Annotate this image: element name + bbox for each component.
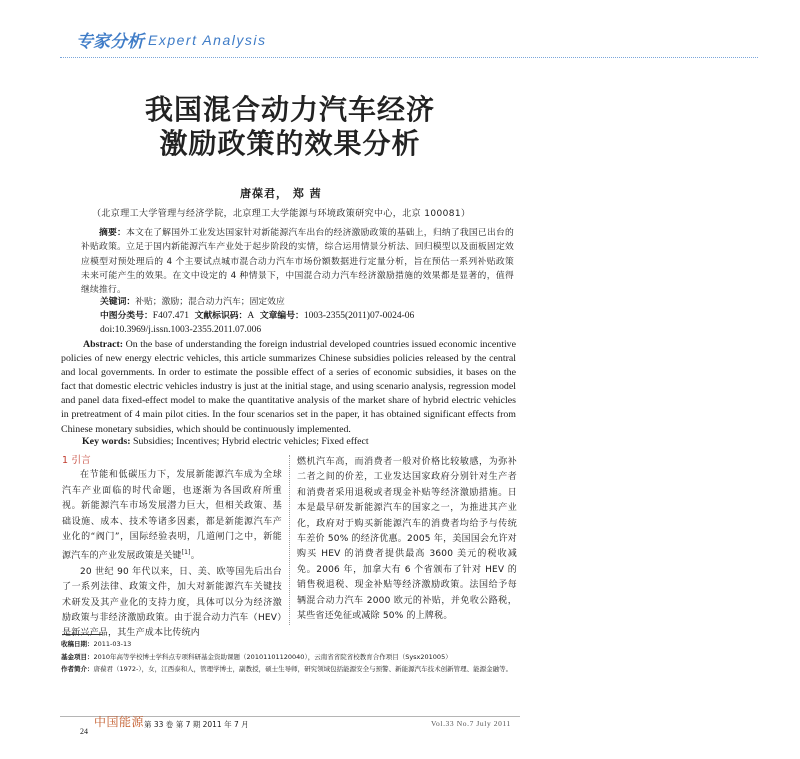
footnote-fund-label: 基金项目： [61,652,94,661]
keywords-cn [100,295,285,309]
article-title-line-2: 激励政策的效果分析 [159,127,421,160]
section-header [76,27,756,51]
footnote-received-label: 收稿日期： [61,640,94,648]
header-divider [60,57,758,58]
body-paragraph: 燃机汽车高，而消费者一般对价格比较敏感，为弥补二者之间的价差，工业发达国家政府分别针对生产者和消费者采用退税或者现金补贴等经济激励措施。日本是最早研发新能源汽车的国家之一，为推进其产业化，政府对于购买新能源汽车的消费者均给予与传统车差价 50% 的经济优惠。2005 年，美国国会允许对购买 HEV 的消费者提供最高 3600 美元的税收减免。2006 年，加拿大有 6 个省颁布了针对 HEV 的销售税退税、现金补贴等经济激励政策。法国给予每辆混合动力汽车 2000 欧元的补贴，并免收公路税，某些省还免征或减除 50% 的上牌税。 [297,457,517,622]
journal-volume-en: Vol.33 No.7 July 2011 [431,719,511,728]
article-number-value: 1003-2355(2011)07-0024-06 [303,311,415,321]
abstract-cn-label: 摘要： [99,228,127,238]
footnotes [61,638,516,676]
abstract-en [61,338,516,437]
abstract-en-text: On the base of understanding the foreign industrial developed countries issued economic incentive policies of new energy electric vehicles, this article summarizes Chinese subsidies policies released by the central and local governments. In order to estimate the possible effect of a series of economic subsidies, it bases on the fact that domestic electric vehicles industry is just at the initial stage, and using scenario analysis, regression model and panel data fixed-effect model to make the quantitative analysis of the market share of hybrid electric vehicles in pretreatment of 4 main pilot cities. In the four scenarios set in the paper, it has obtained significant effects from Chinese monetary subsidies, which should be continuously implemented. [61,339,517,435]
footnote-author-value: 唐葆君（1972-），女，江西泰和人，管理学博士，副教授，硕士生导师，研究领域包括能源安全与预警、新能源汽车技术创新管理、能源金融等。 [93,665,513,673]
keywords-en-label: Key words: [82,436,131,447]
abstract-cn-text: 本文在了解国外工业发达国家针对新能源汽车出台的经济激励政策的基础上，归纳了我国已出台的补贴政策。立足于国内新能源汽车产业处于起步阶段的实情，综合运用情景分析法、回归模型以及面板固定效应模型对预处理后的 4 个主要试点城市混合动力汽车市场份额数据进行定量分析，旨在预估一系列补贴政策未来可能产生的效果。在文中设定的 4 种情景下，中国混合动力汽车经济激励措施的效果都是显著的，值得继续推行。 [81,228,514,296]
footnote-author [61,663,516,676]
section-title-cn: 专家分析 [76,32,144,52]
body-column-right [297,455,517,624]
footnote-author-label: 作者简介： [61,665,94,673]
keywords-en [82,436,369,447]
footnote-divider [62,634,102,635]
body-paragraph-text: 在节能和低碳压力下，发展新能源汽车成为全球汽车产业面临的时代命题，也逐渐为各国政府所重视。新能源汽车市场发展潜力巨大，但相关政策、基础设施、成本、技术等诸多因素，都是新能源汽车产业化的“阀门”，国际经验表明，几道闸门之中，新能源汽车的产业发展政策是关键 [62,470,282,562]
body-paragraph: 20 世纪 90 年代以来，日、美、欧等国先后出台了一系列法律、政策文件，加大对新能源汽车关键技术研发及其产业化的支持力度，具体可以分为经济激励政策与非经济激励政策。由于混合动力汽车（HEV）是新兴产品，其生产成本比传统内 [62,566,282,639]
classification-line [100,309,414,323]
footnote-fund-value: 2010年高等学校博士学科点专项科研基金资助课题（20101101120040），云南省省院省校教育合作项目（Sysx201005） [93,652,452,661]
abstract-cn [81,226,514,297]
section-heading-introduction: 1 引言 [62,455,91,466]
footnote-fund [61,651,516,664]
abstract-en-label: Abstract: [83,339,124,350]
column-divider [289,455,290,625]
page-number: 24 [80,727,88,736]
journal-logo: 中国能源 [94,715,145,729]
footnote-received-value: 2011-03-13 [93,640,132,648]
clc-label: 中图分类号： [100,311,153,321]
doi: doi:10.3969/j.issn.1003-2355.2011.07.006 [100,325,262,335]
article-title-line-1: 我国混合动力汽车经济 [144,93,435,126]
keywords-cn-label: 关键词： [100,297,136,307]
keywords-en-text: Subsidies; Incentives; Hybrid electric vehicles; Fixed effect [133,436,369,447]
keywords-cn-text: 补贴；激励；混合动力汽车；固定效应 [135,297,285,307]
doc-code-value: A [247,311,255,321]
journal-volume-cn: 第 33 卷 第 7 期 2011 年 7 月 [144,720,249,729]
body-paragraph [62,468,282,564]
body-paragraph-end: 。 [190,551,200,562]
section-title-en: Expert Analysis [148,32,267,48]
article-number-label: 文章编号： [259,311,304,321]
affiliation: （北京理工大学管理与经济学院，北京理工大学能源与环境政策研究中心，北京 100081） [92,209,471,219]
clc-value: F407.471 [152,311,189,321]
body-column-left [62,453,282,642]
authors: 唐葆君， 郑 茜 [240,187,322,200]
footnote-received [61,638,516,651]
doc-code-label: 文献标识码： [194,311,248,321]
citation-reference: [1] [181,549,191,557]
